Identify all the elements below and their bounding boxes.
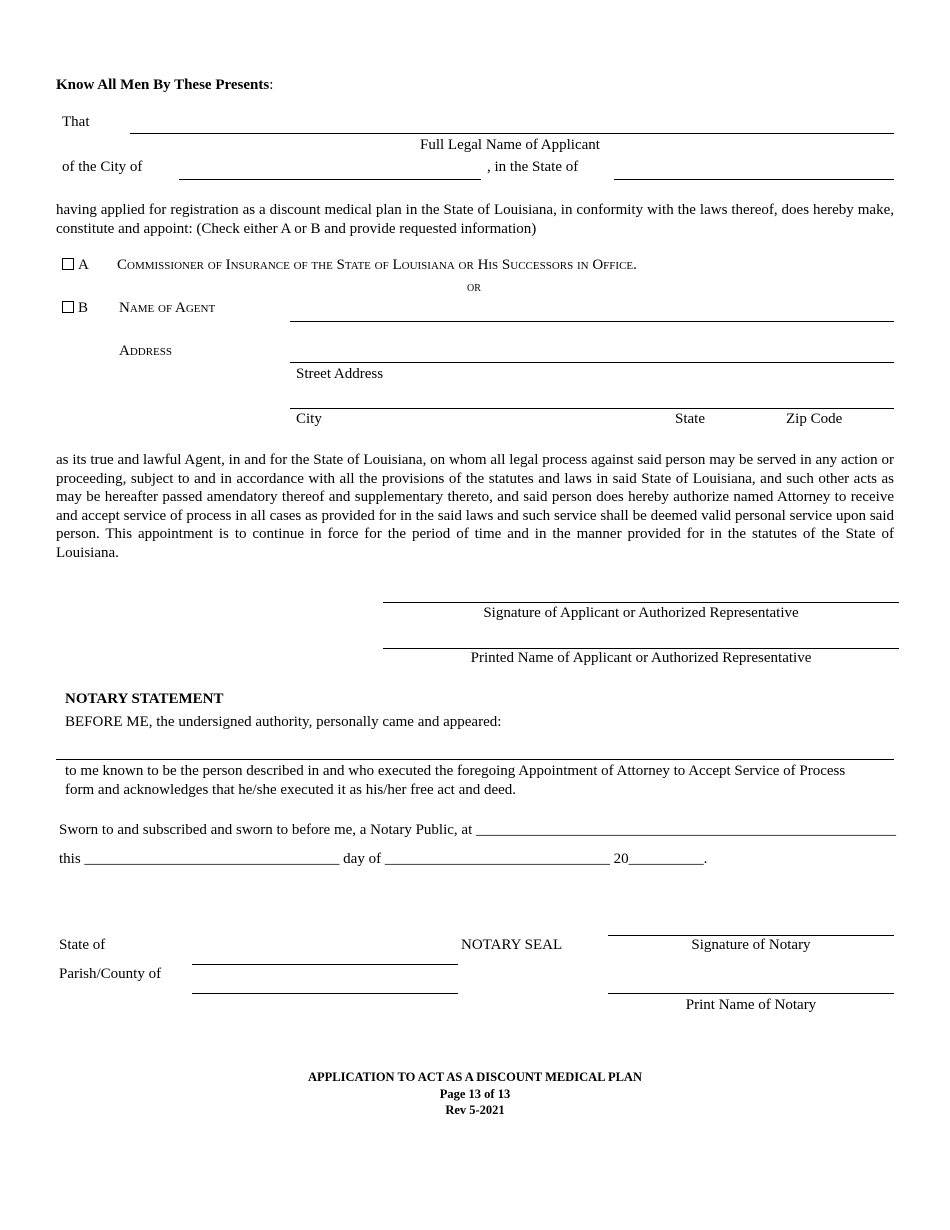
appeared-person-line[interactable] bbox=[56, 759, 894, 760]
or-text: or bbox=[467, 280, 481, 295]
footer-revision: Rev 5-2021 bbox=[445, 1103, 505, 1117]
applicant-signature-caption: Signature of Applicant or Authorized Representative bbox=[483, 605, 799, 621]
applicant-name-line[interactable] bbox=[130, 133, 894, 134]
option-b[interactable]: B bbox=[62, 300, 88, 317]
notary-state-line[interactable] bbox=[192, 964, 458, 965]
address-label: Address bbox=[119, 343, 173, 359]
city-label: of the City of bbox=[62, 159, 143, 175]
commissioner-text: Commissioner of Insurance of the State of Louisiana or His Successors in Office. bbox=[117, 257, 637, 273]
notary-print-name-caption: Print Name of Notary bbox=[685, 997, 817, 1013]
footer-page-number: Page 13 of 13 bbox=[439, 1086, 511, 1101]
agent-paragraph: as its true and lawful Agent, in and for the State of Louisiana, on whom all legal process against said person may be served in any action or proceeding, subject to and in accordance with all the provisions of the statutes and laws in said State of Louisiana, and such other acts as may be hereafter passed amendatory thereof and supplementary thereto, and said person does hereby authorize named Attorney to receive and accept service of process in all cases as provided for in the said laws and such service shall be deemed valid personal service upon said person. This appointment is to continue in force for the period of time and in the manner provided for in the statutes of the State of Louisiana. bbox=[56, 452, 894, 561]
agent-name-label: Name of Agent bbox=[119, 300, 216, 316]
applicant-signature-line[interactable] bbox=[383, 602, 899, 603]
street-address-caption: Street Address bbox=[296, 366, 384, 382]
before-me-text: BEFORE ME, the undersigned authority, personally came and appeared: bbox=[65, 714, 502, 730]
footer bbox=[0, 1069, 950, 1119]
printed-name-line[interactable] bbox=[383, 648, 899, 649]
city-line[interactable] bbox=[179, 179, 481, 180]
applicant-name-caption: Full Legal Name of Applicant bbox=[420, 137, 600, 153]
street-address-line[interactable] bbox=[290, 362, 894, 363]
notary-seal-label: NOTARY SEAL bbox=[461, 937, 563, 953]
date-text[interactable]: this __________________________________ day of ______________________________ 20__________. bbox=[59, 851, 708, 867]
option-a[interactable]: A bbox=[62, 257, 89, 274]
parish-county-label: Parish/County of bbox=[59, 966, 162, 982]
notary-state-label: State of bbox=[59, 937, 106, 953]
printed-name-caption: Printed Name of Applicant or Authorized Representative bbox=[470, 650, 812, 666]
known-person-text: to me known to be the person described in and who executed the foregoing Appointment of Attorney to Accept Service of Process form and acknowledges that he/she executed it as his/her free act and deed. bbox=[65, 763, 846, 798]
option-b-checkbox[interactable] bbox=[62, 301, 74, 313]
state-line[interactable] bbox=[614, 179, 894, 180]
notary-signature-line[interactable] bbox=[608, 935, 894, 936]
document-heading: Know All Men By These Presents: bbox=[56, 77, 274, 93]
that-label: That bbox=[62, 114, 90, 130]
footer-title: APPLICATION TO ACT AS A DISCOUNT MEDICAL PLAN bbox=[308, 1070, 642, 1084]
city-caption: City bbox=[296, 411, 322, 427]
option-a-checkbox[interactable] bbox=[62, 258, 74, 270]
city-state-zip-line[interactable] bbox=[290, 408, 894, 409]
state-caption: State bbox=[675, 411, 705, 427]
notary-signature-caption: Signature of Notary bbox=[691, 937, 811, 953]
notary-heading: NOTARY STATEMENT bbox=[65, 691, 224, 707]
zip-code-caption: Zip Code bbox=[786, 411, 843, 427]
appointment-paragraph: having applied for registration as a discount medical plan in the State of Louisiana, in conformity with the laws thereof, does hereby make, constitute and appoint: (Check either A or B and provide requested information) bbox=[56, 202, 894, 237]
state-label: , in the State of bbox=[487, 159, 579, 175]
agent-name-line[interactable] bbox=[290, 321, 894, 322]
parish-county-line[interactable] bbox=[192, 993, 458, 994]
notary-print-name-line[interactable] bbox=[608, 993, 894, 994]
sworn-text[interactable]: Sworn to and subscribed and sworn to before me, a Notary Public, at ________________________________________________________ bbox=[59, 822, 896, 838]
